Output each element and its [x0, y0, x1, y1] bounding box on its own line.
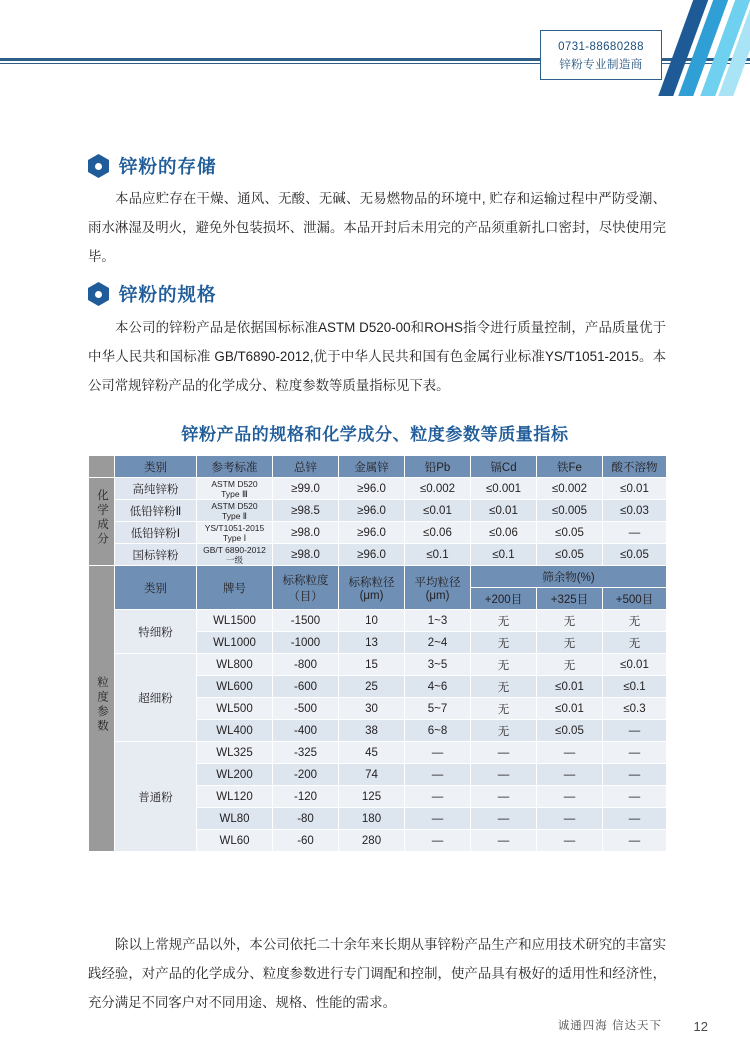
chem-cell: —: [603, 522, 667, 544]
gran-cell-brand: WL1500: [197, 610, 273, 632]
table-row: [89, 654, 667, 676]
gran-cell-nominal: -120: [273, 786, 339, 808]
gran-cell-diameter: 30: [339, 698, 405, 720]
section-title-spec: 锌粉的规格: [119, 284, 217, 305]
gran-cell-sieve200: 无: [471, 698, 537, 720]
chem-cell: ≥96.0: [339, 500, 405, 522]
table-row: [89, 610, 667, 632]
footer-slogan: 诚通四海 信达天下: [557, 1020, 662, 1032]
gran-cell-average: —: [405, 764, 471, 786]
chem-row-category: 国标锌粉: [115, 544, 197, 566]
table-title: 锌粉产品的规格和化学成分、粒度参数等质量指标: [181, 425, 569, 444]
chem-cell: ≥96.0: [339, 478, 405, 500]
gran-cell-sieve325: 无: [537, 632, 603, 654]
page-header: [0, 0, 750, 102]
gran-cell-average: —: [405, 830, 471, 852]
gran-cell-sieve200: —: [471, 830, 537, 852]
chem-cell: ≥96.0: [339, 522, 405, 544]
gran-cell-diameter: 38: [339, 720, 405, 742]
table-row: [89, 456, 667, 478]
gran-cell-sieve500: 无: [603, 610, 667, 632]
gran-header-sieve-residue: 筛余物(%): [471, 566, 667, 588]
gran-header-category: 类别: [115, 566, 197, 610]
table-row: [89, 500, 667, 522]
table-row: [89, 544, 667, 566]
chem-cell: ≤0.1: [471, 544, 537, 566]
chem-row-category: 高纯锌粉: [115, 478, 197, 500]
gran-cell-diameter: 180: [339, 808, 405, 830]
chem-cell: ≤0.05: [537, 522, 603, 544]
gran-cell-nominal: -60: [273, 830, 339, 852]
gran-cell-average: 2~4: [405, 632, 471, 654]
chem-cell: ≤0.03: [603, 500, 667, 522]
section-body-storage: 本品应贮存在干燥、通风、无酸、无碱、无易燃物品的环境中, 贮存和运输过程中严防受潮、雨水淋湿及明火，避免外包装损坏、泄漏。本品开封后未用完的产品须重新扎口密封，尽快使用完毕。: [88, 191, 666, 264]
gran-cell-sieve325: —: [537, 764, 603, 786]
chem-cell: ≥96.0: [339, 544, 405, 566]
chem-side-label: 化学成分: [89, 478, 115, 566]
gran-cell-nominal: -1500: [273, 610, 339, 632]
gran-cell-diameter: 280: [339, 830, 405, 852]
gran-cell-brand: WL120: [197, 786, 273, 808]
gran-header-sieve-325: +325目: [537, 588, 603, 610]
gran-cell-average: 4~6: [405, 676, 471, 698]
gran-cell-sieve200: —: [471, 808, 537, 830]
gran-cell-brand: WL600: [197, 676, 273, 698]
gran-cell-sieve200: —: [471, 764, 537, 786]
gran-group-label: 特细粉: [115, 610, 197, 654]
gran-cell-average: 3~5: [405, 654, 471, 676]
gran-cell-nominal: -400: [273, 720, 339, 742]
header-phone: 0731-88680288: [558, 41, 644, 53]
gran-header-nominal-mesh: 标称粒度 （目）: [273, 566, 339, 610]
gran-cell-nominal: -800: [273, 654, 339, 676]
gran-cell-sieve500: 无: [603, 632, 667, 654]
chem-row-standard: GB/T 6890-2012 一级: [197, 544, 273, 566]
chem-cell: ≥98.0: [273, 522, 339, 544]
gran-cell-brand: WL325: [197, 742, 273, 764]
gran-cell-diameter: 25: [339, 676, 405, 698]
chem-cell: ≥99.0: [273, 478, 339, 500]
gran-cell-nominal: -1000: [273, 632, 339, 654]
gran-cell-sieve325: ≤0.05: [537, 720, 603, 742]
gran-cell-diameter: 45: [339, 742, 405, 764]
section-heading-spec: [88, 281, 217, 307]
chem-cell: ≤0.1: [405, 544, 471, 566]
header-contact-badge: [540, 30, 662, 80]
gran-cell-nominal: -600: [273, 676, 339, 698]
chem-cell: ≥98.5: [273, 500, 339, 522]
gran-cell-sieve325: 无: [537, 654, 603, 676]
gran-cell-sieve500: —: [603, 720, 667, 742]
chem-row-standard: ASTM D520 Type Ⅱ: [197, 500, 273, 522]
gran-cell-average: 1~3: [405, 610, 471, 632]
section-heading-storage: [88, 153, 217, 179]
chem-header-total-zinc: 总锌: [273, 456, 339, 478]
gran-cell-sieve325: —: [537, 808, 603, 830]
table-row: [89, 522, 667, 544]
gran-cell-sieve200: —: [471, 786, 537, 808]
chem-header-standard: 参考标准: [197, 456, 273, 478]
gran-header-sieve-500: +500目: [603, 588, 667, 610]
chem-row-standard: YS/T1051-2015 Type Ⅰ: [197, 522, 273, 544]
chem-cell: ≤0.06: [405, 522, 471, 544]
section-body-spec: 本公司的锌粉产品是依据国标标准ASTM D520-00和ROHS指令进行质量控制，产品质量优于中华人民共和国标准 GB/T6890-2012,优于中华人民共和国有色金属行业标准YS/T1051-2015。本公司常规锌粉产品的化学成分、粒度参数等质量指标见下表。: [88, 320, 666, 393]
gran-cell-sieve200: 无: [471, 720, 537, 742]
gran-cell-sieve500: —: [603, 786, 667, 808]
gran-header-average-diameter: 平均粒径 (μm): [405, 566, 471, 610]
footer-page-number: 12: [693, 1019, 708, 1034]
chem-header-fe: 铁Fe: [537, 456, 603, 478]
chem-header-pb: 铅Pb: [405, 456, 471, 478]
gran-cell-sieve325: —: [537, 830, 603, 852]
chem-cell: ≤0.01: [471, 500, 537, 522]
chem-cell: ≤0.002: [405, 478, 471, 500]
gran-cell-brand: WL400: [197, 720, 273, 742]
gran-cell-brand: WL500: [197, 698, 273, 720]
gran-cell-sieve325: —: [537, 742, 603, 764]
spec-table: [88, 455, 667, 852]
gran-cell-sieve500: ≤0.01: [603, 654, 667, 676]
gran-cell-sieve200: 无: [471, 632, 537, 654]
gran-cell-average: —: [405, 808, 471, 830]
spec-table-wrapper: [88, 455, 666, 852]
chem-cell: ≤0.06: [471, 522, 537, 544]
chem-cell: ≤0.05: [603, 544, 667, 566]
gran-cell-average: 6~8: [405, 720, 471, 742]
gran-header-sieve-200: +200目: [471, 588, 537, 610]
chem-header-cd: 镉Cd: [471, 456, 537, 478]
chem-row-category: 低铅锌粉Ⅰ: [115, 522, 197, 544]
table-row: [89, 478, 667, 500]
chem-cell: ≥98.0: [273, 544, 339, 566]
gran-group-label: 普通粉: [115, 742, 197, 852]
gran-cell-nominal: -500: [273, 698, 339, 720]
gran-cell-sieve500: ≤0.1: [603, 676, 667, 698]
chem-corner-cell: [89, 456, 115, 478]
chem-cell: ≤0.001: [471, 478, 537, 500]
chem-row-standard: ASTM D520 Type Ⅲ: [197, 478, 273, 500]
gran-cell-sieve500: —: [603, 742, 667, 764]
gran-cell-sieve200: 无: [471, 610, 537, 632]
gran-cell-sieve200: 无: [471, 676, 537, 698]
hexagon-bullet-icon: [88, 154, 109, 178]
gran-cell-diameter: 10: [339, 610, 405, 632]
gran-cell-nominal: -325: [273, 742, 339, 764]
gran-cell-nominal: -200: [273, 764, 339, 786]
chem-cell: ≤0.01: [603, 478, 667, 500]
gran-cell-brand: WL200: [197, 764, 273, 786]
gran-header-brand: 牌号: [197, 566, 273, 610]
gran-cell-sieve500: ≤0.3: [603, 698, 667, 720]
gran-cell-sieve500: —: [603, 808, 667, 830]
gran-cell-sieve325: —: [537, 786, 603, 808]
chem-cell: ≤0.05: [537, 544, 603, 566]
chem-cell: ≤0.01: [405, 500, 471, 522]
chem-header-metal-zinc: 金属锌: [339, 456, 405, 478]
corner-stripes-decoration: [654, 0, 750, 96]
gran-side-label: 粒度参数: [89, 566, 115, 852]
chem-cell: ≤0.005: [537, 500, 603, 522]
gran-group-label: 超细粉: [115, 654, 197, 742]
chem-header-category: 类别: [115, 456, 197, 478]
gran-cell-brand: WL800: [197, 654, 273, 676]
table-row: [89, 566, 667, 588]
chem-header-acid-insoluble: 酸不溶物: [603, 456, 667, 478]
gran-cell-brand: WL1000: [197, 632, 273, 654]
gran-cell-diameter: 125: [339, 786, 405, 808]
gran-cell-average: —: [405, 786, 471, 808]
gran-cell-sieve500: —: [603, 764, 667, 786]
gran-cell-sieve325: 无: [537, 610, 603, 632]
gran-cell-diameter: 74: [339, 764, 405, 786]
gran-cell-diameter: 13: [339, 632, 405, 654]
gran-header-nominal-diameter: 标称粒径 (μm): [339, 566, 405, 610]
chem-row-category: 低铅锌粉Ⅱ: [115, 500, 197, 522]
gran-cell-average: —: [405, 742, 471, 764]
hexagon-bullet-icon: [88, 282, 109, 306]
table-row: [89, 742, 667, 764]
gran-cell-sieve200: 无: [471, 654, 537, 676]
gran-cell-brand: WL60: [197, 830, 273, 852]
gran-cell-sieve500: —: [603, 830, 667, 852]
gran-cell-average: 5~7: [405, 698, 471, 720]
header-slogan: 锌粉专业制造商: [559, 59, 643, 71]
gran-cell-sieve200: —: [471, 742, 537, 764]
section-title-storage: 锌粉的存储: [119, 156, 217, 177]
gran-cell-nominal: -80: [273, 808, 339, 830]
chem-cell: ≤0.002: [537, 478, 603, 500]
gran-cell-sieve325: ≤0.01: [537, 698, 603, 720]
gran-cell-diameter: 15: [339, 654, 405, 676]
gran-cell-sieve325: ≤0.01: [537, 676, 603, 698]
closing-paragraph: 除以上常规产品以外，本公司依托二十余年来长期从事锌粉产品生产和应用技术研究的丰富实践经验，对产品的化学成分、粒度参数进行专门调配和控制，使产品具有极好的适用性和经济性，充分满足不同客户对不同用途、规格、性能的需求。: [88, 937, 666, 1010]
gran-cell-brand: WL80: [197, 808, 273, 830]
